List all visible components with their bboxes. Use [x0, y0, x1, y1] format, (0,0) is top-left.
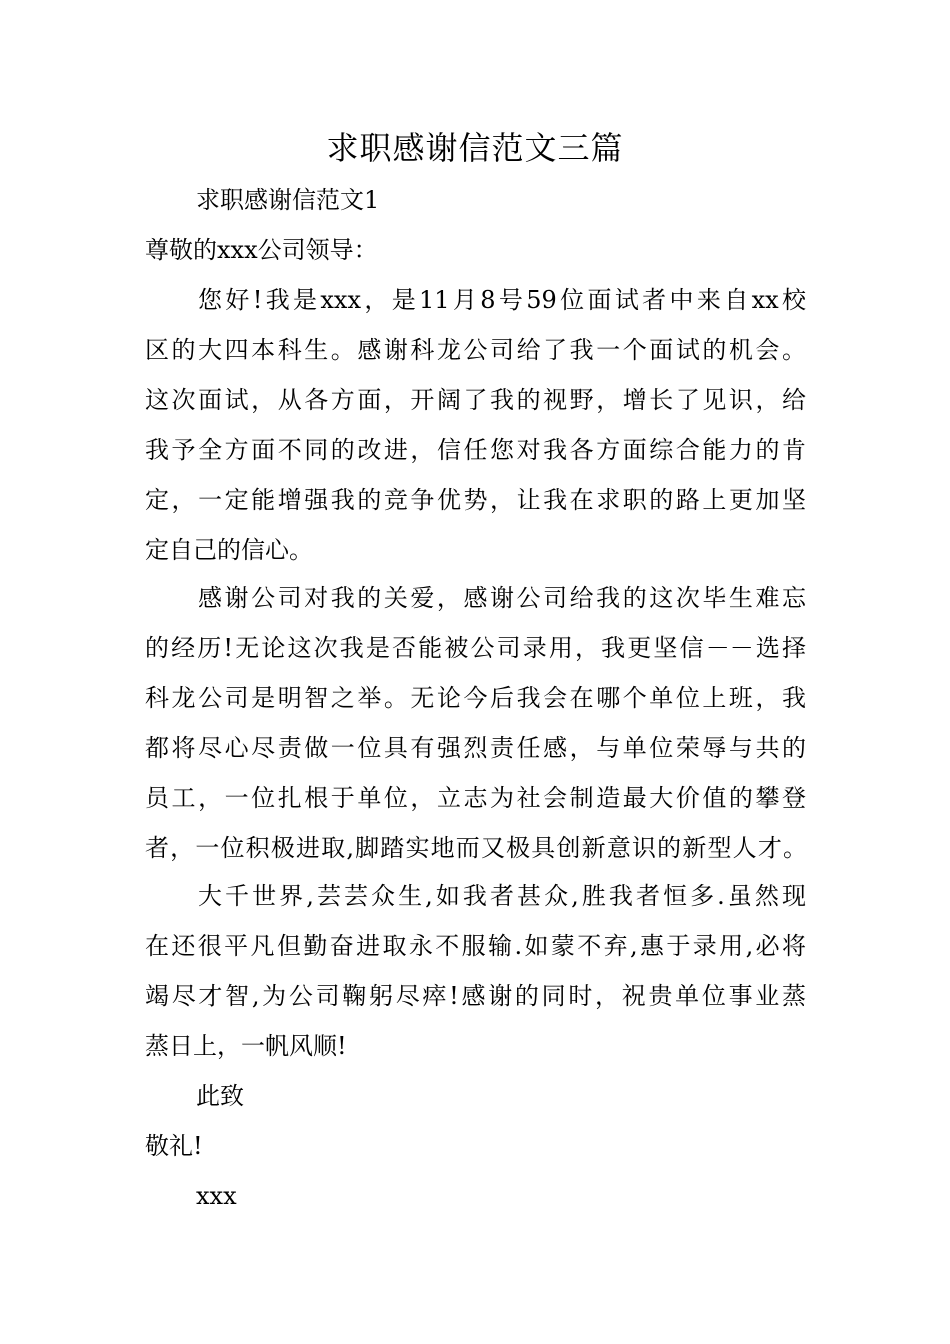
paragraph-1-line: 您好!我是xxx，是11月8号59位面试者中来自xx校: [198, 286, 806, 314]
closing-regards: 此致: [196, 1082, 244, 1110]
signature: xxx: [196, 1182, 237, 1210]
paragraph-2-line: 者，一位积极进取,脚踏实地而又极具创新意识的新型人才。: [145, 834, 807, 862]
paragraph-3-line: 大千世界,芸芸众生,如我者甚众,胜我者恒多.虽然现: [198, 882, 806, 910]
paragraph-3-line: 竭尽才智,为公司鞠躬尽瘁!感谢的同时，祝贵单位事业蒸: [145, 982, 806, 1010]
paragraph-3-line: 蒸日上，一帆风顺!: [145, 1032, 347, 1060]
paragraph-2-line: 都将尽心尽责做一位具有强烈责任感，与单位荣辱与共的: [145, 734, 806, 762]
paragraph-2-line: 感谢公司对我的关爱，感谢公司给我的这次毕生难忘: [198, 584, 806, 612]
section-heading: 求职感谢信范文1: [196, 186, 380, 214]
closing-salute: 敬礼!: [145, 1132, 203, 1160]
paragraph-1-line: 我予全方面不同的改进，信任您对我各方面综合能力的肯: [145, 436, 806, 464]
paragraph-1-line: 定，一定能增强我的竞争优势，让我在求职的路上更加坚: [145, 486, 806, 514]
paragraph-1-line: 区的大四本科生。感谢科龙公司给了我一个面试的机会。: [145, 336, 806, 364]
paragraph-2-line: 科龙公司是明智之举。无论今后我会在哪个单位上班，我: [145, 684, 806, 712]
salutation: 尊敬的xxx公司领导：: [145, 236, 378, 264]
paragraph-1-line: 定自己的信心。: [145, 536, 313, 564]
paragraph-3-line: 在还很平凡但勤奋进取永不服输.如蒙不弃,惠于录用,必将: [145, 932, 806, 960]
paragraph-1-line: 这次面试，从各方面，开阔了我的视野，增长了见识，给: [145, 386, 806, 414]
paragraph-2-line: 的经历!无论这次我是否能被公司录用，我更坚信－－选择: [145, 634, 806, 662]
document-title: 求职感谢信范文三篇: [326, 129, 624, 167]
paragraph-2-line: 员工，一位扎根于单位，立志为社会制造最大价值的攀登: [145, 784, 806, 812]
